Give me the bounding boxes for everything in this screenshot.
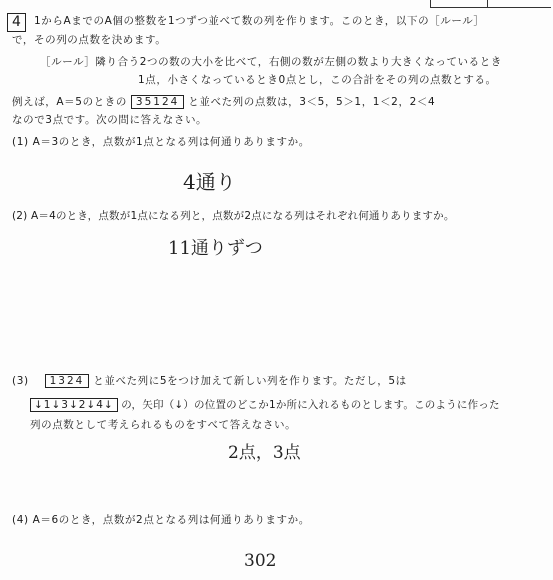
question-3-label: (3) [12,375,29,387]
score-box [430,0,551,8]
example-line [12,95,435,109]
rule-line-1: ［ルール］隣り合う2つの数の大小を比べて，右側の数が左側の数より大きくなっているとき [40,56,502,68]
question-2-handwritten-answer: 11通りずつ [168,238,263,259]
intro-line-1: 1からAまでのA個の整数を1つずつ並べて数の列を作ります。このとき，以下の［ルール］ [34,15,485,27]
question-3-sequence-box: 1324 [45,374,90,388]
intro-line-2: で，その列の点数を決めます。 [12,34,167,46]
question-1-text: (1) A＝3のとき，点数が1点となる列は何通りありますか。 [12,136,310,148]
question-3-handwritten-answer: 2点，3点 [228,443,301,463]
question-3-text-b: の，矢印（↓）の位置のどこか1か所に入れるものとします。このように作った [121,399,500,411]
question-3-line-3: 列の点数として考えられるものをすべて答えなさい。 [30,419,297,431]
question-1-handwritten-answer: 4通り [183,170,236,194]
example-suffix: と並べた列の点数は，3＜5，5＞1，1＜2，2＜4 [188,96,436,108]
question-3-text-a: と並べた列に5をつけ加えて新しい列を作ります。ただし，5は [93,375,407,387]
example-line-2: なので3点です。次の問に答えなさい。 [12,114,208,126]
question-3-arrow-sequence-box: ↓1↓3↓2↓4↓ [30,398,118,412]
question-3-line-1 [12,374,407,388]
rule-line-2: 1点，小さくなっているとき0点とし，この合計をその列の点数とする。 [138,74,497,86]
example-prefix: 例えば，A＝5のときの [12,96,127,108]
question-3-line-2 [30,398,500,412]
question-number-box: 4 [7,13,26,32]
question-4-text: (4) A＝6のとき，点数が2点となる列は何通りありますか。 [12,514,310,526]
question-4-handwritten-answer: 302 [244,551,277,571]
question-2-text: (2) A＝4のとき，点数が1点になる列と，点数が2点になる列はそれぞれ何通りありますか。 [12,210,455,222]
example-sequence-box: 35124 [131,95,184,109]
